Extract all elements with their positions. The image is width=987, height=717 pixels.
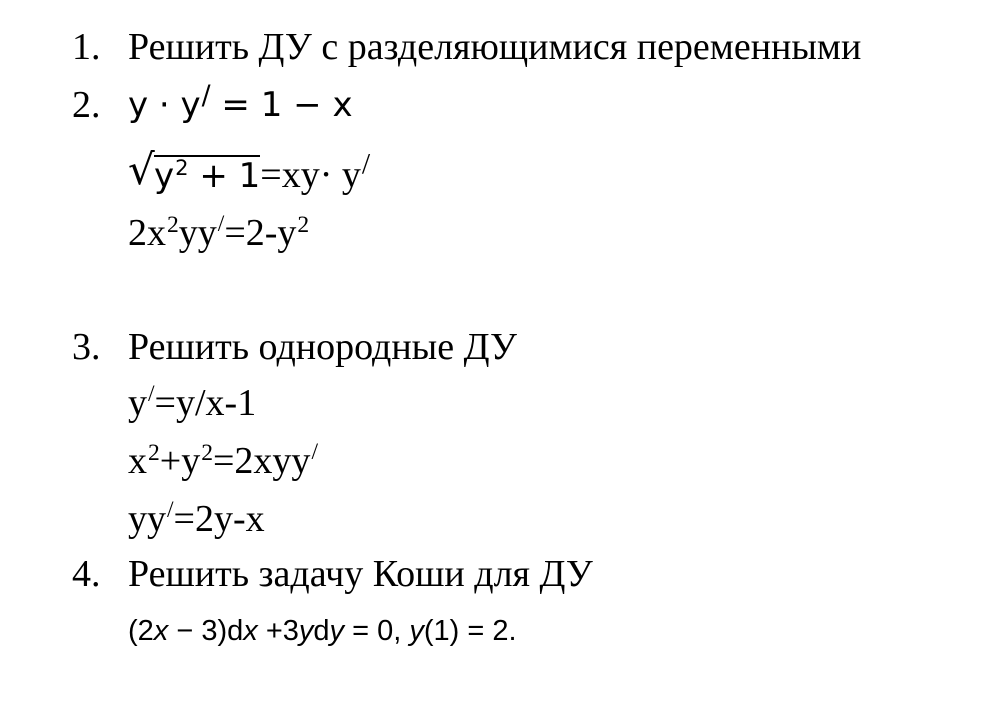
term: − 3)d xyxy=(168,615,244,647)
problem-title: Решить однородные ДУ xyxy=(128,326,517,368)
term: +3 xyxy=(257,615,299,647)
variable: y xyxy=(298,615,314,647)
prime-mark: / xyxy=(148,380,155,407)
radicand-rest: + 1 xyxy=(188,156,261,196)
equation-lhs: y · y xyxy=(128,85,201,125)
term: = 0, xyxy=(344,615,410,647)
radicand-var: y xyxy=(154,156,175,196)
prime-mark: / xyxy=(217,210,225,237)
exponent: 2 xyxy=(297,212,310,239)
term: x xyxy=(128,440,147,482)
variable: x xyxy=(243,615,258,647)
equation-rhs: = 1 − x xyxy=(210,85,353,125)
problem-title: Решить ДУ с разделяющимися переменными xyxy=(128,26,862,68)
problem-number: 2. xyxy=(72,84,101,126)
prime-mark: / xyxy=(201,80,211,112)
term: d xyxy=(313,615,330,647)
problem-number: 4. xyxy=(72,553,101,595)
variable: x xyxy=(153,615,169,647)
exponent: 2 xyxy=(148,440,160,467)
radical-sign: √ xyxy=(128,145,155,194)
term: 2x xyxy=(128,212,166,254)
term: yy xyxy=(128,498,166,540)
problem-title: Решить задачу Коши для ДУ xyxy=(128,553,593,595)
problem-number: 1. xyxy=(72,26,101,68)
term: y xyxy=(128,382,147,424)
term: yy xyxy=(178,212,217,254)
term: (1) = 2. xyxy=(423,615,517,647)
prime-mark: / xyxy=(311,438,318,465)
prime-mark: / xyxy=(361,148,371,181)
term: =2y-x xyxy=(173,498,265,540)
problem-number: 3. xyxy=(72,326,101,368)
exponent: 2 xyxy=(175,155,189,181)
term: =y/x-1 xyxy=(154,382,257,424)
equation-rest: =xy· y xyxy=(260,154,361,196)
term: +y xyxy=(159,440,201,482)
term: =2-y xyxy=(224,212,297,254)
term: =2xyy xyxy=(213,440,311,482)
variable: y xyxy=(409,615,424,647)
exponent: 2 xyxy=(167,212,179,239)
prime-mark: / xyxy=(167,496,174,523)
variable: y xyxy=(329,615,345,647)
term: (2 xyxy=(128,615,154,647)
square-root xyxy=(128,145,261,196)
exponent: 2 xyxy=(201,440,213,467)
